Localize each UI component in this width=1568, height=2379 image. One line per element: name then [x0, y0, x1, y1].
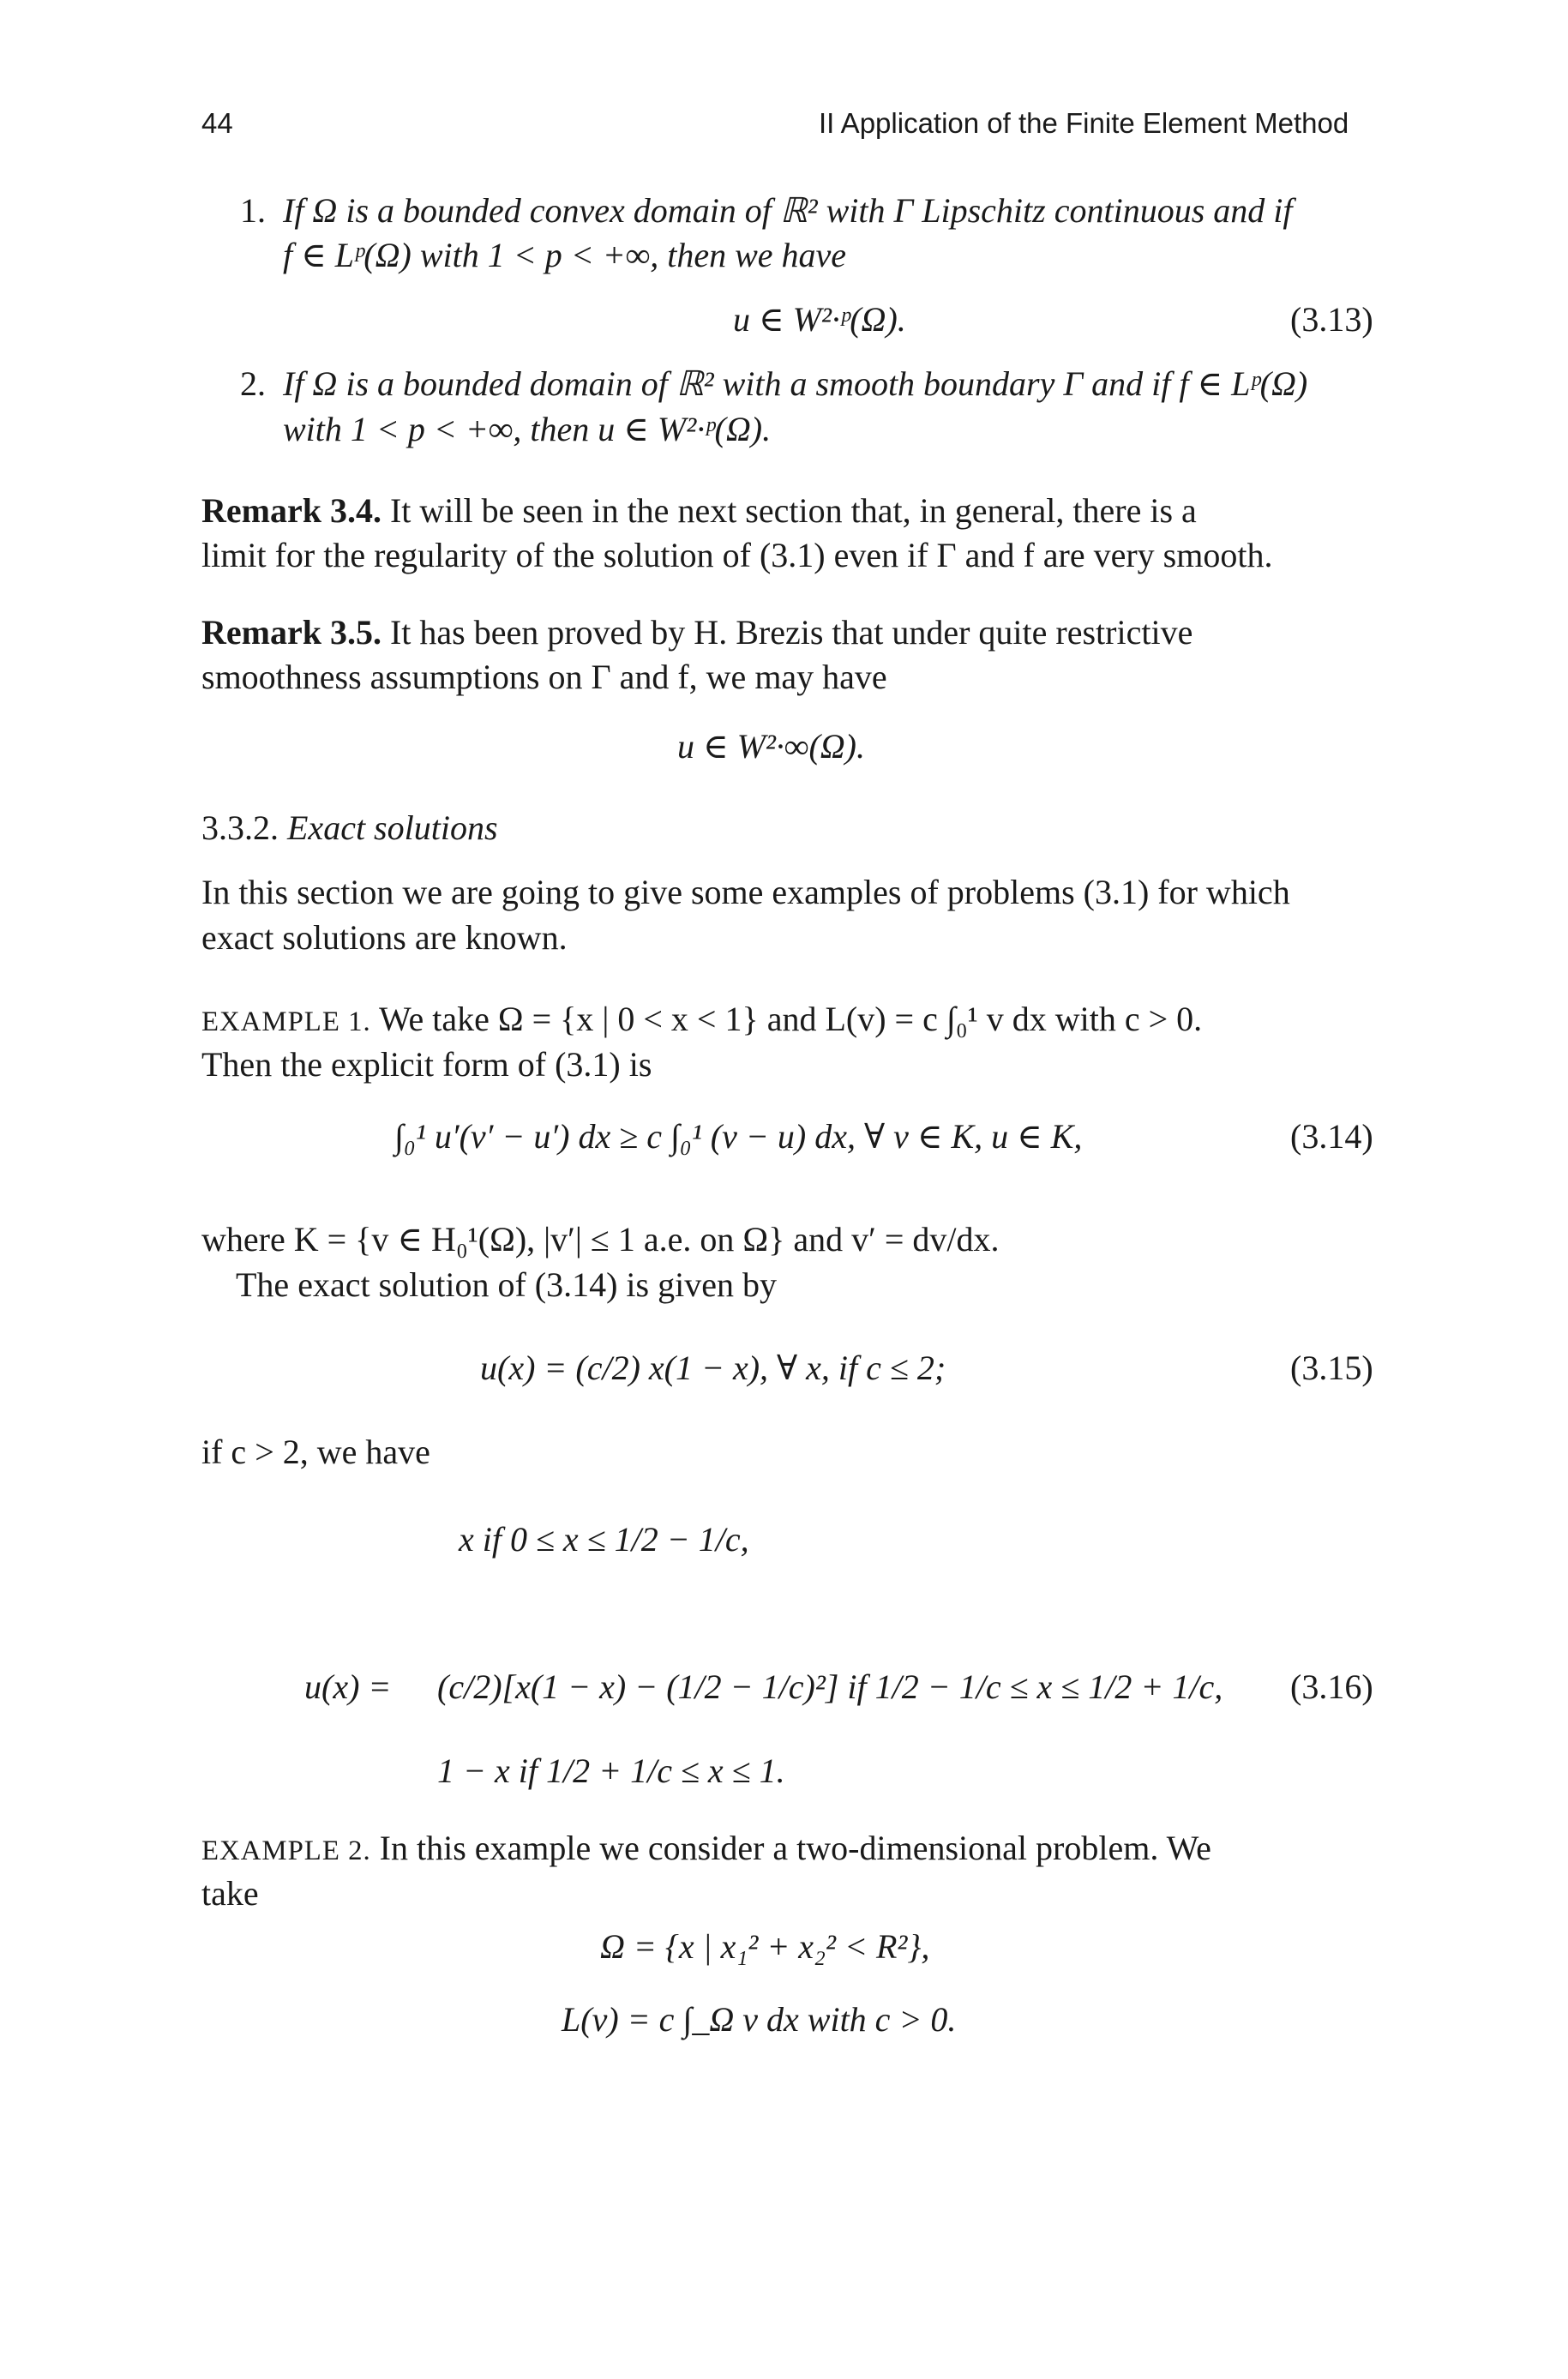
section-number: 3.3.2.	[201, 808, 279, 847]
example1-intro	[201, 997, 1202, 1044]
example2-line2: take	[201, 1874, 259, 1913]
equation-3-15: u(x) = (c/2) x(1 − x), ∀ x, if c ≤ 2;	[480, 1349, 946, 1387]
remark-3-5-label: Remark 3.5.	[201, 613, 381, 652]
example2-line1: In this example we consider a two-dimensional problem. We	[379, 1829, 1211, 1867]
example1-line1: We take Ω = {x | 0 < x < 1} and L(v) = c ∫₀¹ v dx with c > 0.	[378, 1000, 1203, 1038]
equation-omega: Ω = {x | x₁² + x₂² < R²},	[600, 1927, 930, 1966]
remark-3-5-line1: It has been proved by H. Brezis that under quite restrictive	[389, 613, 1193, 652]
section-line2: exact solutions are known.	[201, 918, 568, 957]
example1-line2: Then the explicit form of (3.1) is	[201, 1045, 652, 1084]
item2-number: 2.	[240, 364, 266, 403]
if-c-greater-2: if c > 2, we have	[201, 1433, 430, 1471]
remark-3-4-line1: It will be seen in the next section that, in general, there is a	[389, 491, 1197, 530]
eqno-3-16: (3.16)	[1290, 1667, 1373, 1706]
case-1: x if 0 ≤ x ≤ 1/2 − 1/c,	[459, 1520, 749, 1559]
remark-3-4-line2: limit for the regularity of the solution of (3.1) even if Γ and f are very smooth.	[201, 536, 1273, 574]
eqno-3-13: (3.13)	[1290, 300, 1373, 339]
example2-label: EXAMPLE 2.	[201, 1835, 371, 1866]
page-number: 44	[201, 107, 233, 139]
remark-3-5	[201, 610, 1193, 655]
exact-solution-line: The exact solution of (3.14) is given by	[236, 1265, 777, 1304]
equation-L: L(v) = c ∫_Ω v dx with c > 0.	[562, 2000, 957, 2039]
formula-w2-inf: u ∈ W²·∞(Ω).	[677, 727, 866, 766]
item2-line1: If Ω is a bounded domain of ℝ² with a smooth boundary Γ and if f ∈ Lᵖ(Ω)	[283, 364, 1308, 403]
section-title: Exact solutions	[287, 808, 498, 847]
running-title: II Application of the Finite Element Method	[819, 107, 1349, 139]
item2-line2: with 1 < p < +∞, then u ∈ W²·ᵖ(Ω).	[283, 410, 772, 448]
section-heading	[201, 806, 498, 850]
eqno-3-15: (3.15)	[1290, 1349, 1373, 1387]
equation-3-14: ∫₀¹ u′(v′ − u′) dx ≥ c ∫₀¹ (v − u) dx, ∀ v ∈ K, u ∈ K,	[394, 1117, 1083, 1156]
remark-3-5-line2: smoothness assumptions on Γ and f, we may have	[201, 658, 887, 696]
section-line1: In this section we are going to give some examples of problems (3.1) for which	[201, 873, 1290, 911]
example1-label: EXAMPLE 1.	[201, 1006, 371, 1037]
eqno-3-14: (3.14)	[1290, 1117, 1373, 1156]
where-k-line: where K = {v ∈ H₀¹(Ω), |v′| ≤ 1 a.e. on Ω} and v′ = dv/dx.	[201, 1220, 1000, 1259]
item1-number: 1.	[240, 191, 266, 230]
formula-3-13: u ∈ W²·ᵖ(Ω).	[733, 300, 906, 339]
lhs-3-16: u(x) =	[304, 1667, 392, 1706]
remark-3-4-label: Remark 3.4.	[201, 491, 381, 530]
case-2: (c/2)[x(1 − x) − (1/2 − 1/c)²] if 1/2 − 1/c ≤ x ≤ 1/2 + 1/c,	[437, 1667, 1223, 1706]
remark-3-4	[201, 489, 1197, 533]
item1-line2: f ∈ Lᵖ(Ω) with 1 < p < +∞, then we have	[283, 236, 847, 274]
example2-intro	[201, 1826, 1211, 1873]
item1-line1: If Ω is a bounded convex domain of ℝ² with Γ Lipschitz continuous and if	[283, 191, 1293, 230]
case-3: 1 − x if 1/2 + 1/c ≤ x ≤ 1.	[437, 1751, 785, 1790]
